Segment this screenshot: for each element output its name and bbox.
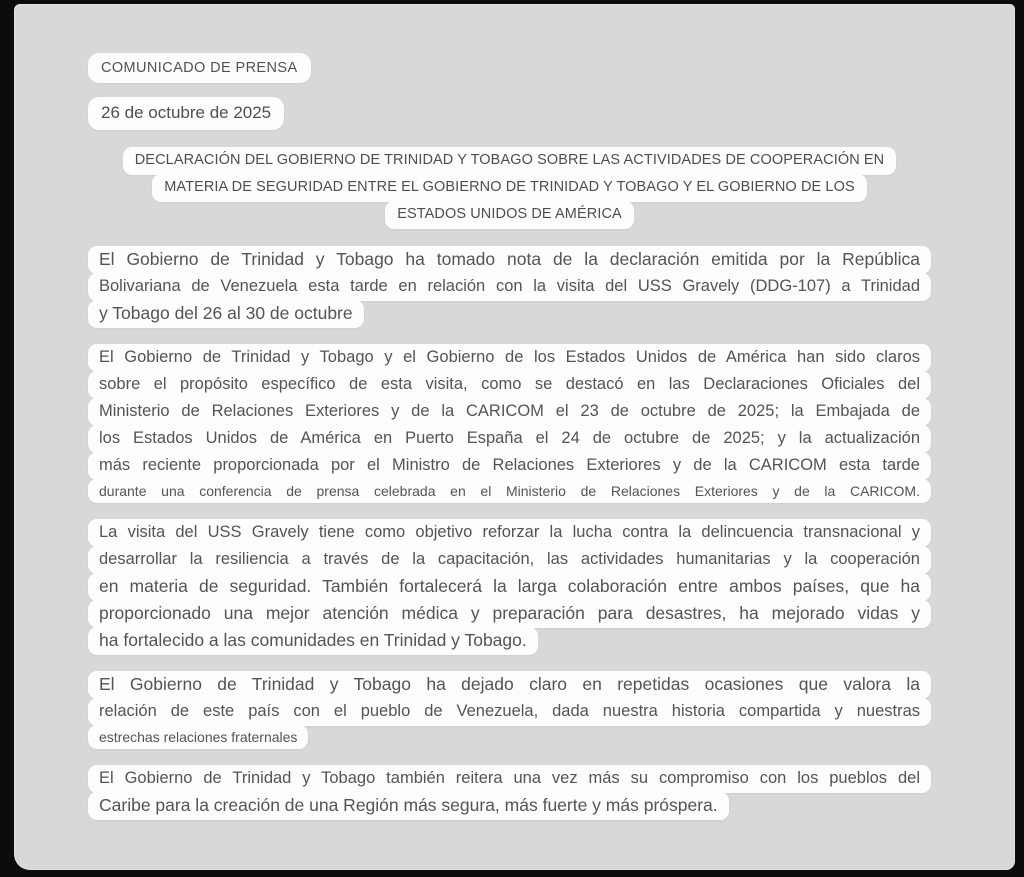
paragraph-line-text: El Gobierno de Trinidad y Tobago y el Gobierno de los Estados Unidos de América han sido claros [88, 344, 931, 372]
paragraph-line-text: en materia de seguridad. También fortalecerá la larga colaboración entre ambos países, que ha [88, 573, 931, 601]
paragraph-line [88, 371, 931, 399]
paragraph-line-text: El Gobierno de Trinidad y Tobago también reitera una vez más su compromiso con los pueblos del [88, 765, 931, 793]
paragraph-line-text: estrechas relaciones fraternales [88, 725, 308, 749]
paragraph-line [88, 765, 931, 793]
paragraph-line-text: los Estados Unidos de América en Puerto España el 24 de octubre de 2025; y la actualización [88, 425, 931, 453]
title-line: ESTADOS UNIDOS DE AMÉRICA [385, 201, 634, 229]
body-paragraphs [88, 246, 931, 820]
paragraph-line-text: Caribe para la creación de una Región más segura, más fuerte y más próspera. [88, 792, 729, 820]
paragraph-line [88, 519, 931, 547]
kicker-row [88, 53, 931, 97]
date-row [88, 97, 931, 147]
paragraph [88, 246, 931, 328]
paragraph-line-text: proporcionado una mejor atención médica y preparación para desastres, ha mejorado vidas y [88, 600, 931, 628]
paragraph-line [88, 398, 931, 426]
paragraph-line [88, 600, 931, 628]
paragraph-line-text: El Gobierno de Trinidad y Tobago ha tomado nota de la declaración emitida por la República [88, 246, 931, 274]
paragraph [88, 671, 931, 749]
paragraph-line-text: durante una conferencia de prensa celebrada en el Ministerio de Relaciones Exteriores y de la CARICOM. [88, 479, 931, 503]
paragraph-line [88, 725, 931, 749]
title-line: DECLARACIÓN DEL GOBIERNO DE TRINIDAD Y TOBAGO SOBRE LAS ACTIVIDADES DE COOPERACIÓN EN [123, 147, 897, 175]
paragraph-line-text: más reciente proporcionada por el Ministro de Relaciones Exteriores y de la CARICOM esta tarde [88, 452, 931, 480]
paragraph-line [88, 479, 931, 503]
paragraph-line [88, 246, 931, 274]
paragraph-line [88, 546, 931, 574]
paragraph-line-text: sobre el propósito específico de esta visita, como se destacó en las Declaraciones Oficiales del [88, 371, 931, 399]
paragraph [88, 344, 931, 503]
paragraph [88, 765, 931, 820]
paragraph-line-text: desarrollar la resiliencia a través de la capacitación, las actividades humanitarias y la cooperación [88, 546, 931, 574]
press-release-label: COMUNICADO DE PRENSA [88, 53, 311, 83]
paragraph-line-text: El Gobierno de Trinidad y Tobago ha dejado claro en repetidas ocasiones que valora la [88, 671, 931, 699]
paragraph-line-text: y Tobago del 26 al 30 de octubre [88, 300, 364, 328]
paragraph-line [88, 344, 931, 372]
paragraph-line [88, 698, 931, 726]
paragraph-line [88, 792, 931, 820]
paragraph-line-text: Ministerio de Relaciones Exteriores y de la CARICOM el 23 de octubre de 2025; la Embajada de [88, 398, 931, 426]
paragraph-line [88, 671, 931, 699]
paragraph-line-text: Bolivariana de Venezuela esta tarde en relación con la visita del USS Gravely (DDG-107) a Trinidad [88, 273, 931, 301]
paragraph-line-text: La visita del USS Gravely tiene como objetivo reforzar la lucha contra la delincuencia transnacional y [88, 519, 931, 547]
paragraph-line [88, 452, 931, 480]
paragraph-line-text: relación de este país con el pueblo de Venezuela, dada nuestra historia compartida y nuestras [88, 698, 931, 726]
document-title [120, 147, 900, 228]
paragraph-line-text: ha fortalecido a las comunidades en Trinidad y Tobago. [88, 627, 538, 655]
paragraph-line [88, 627, 931, 655]
paragraph [88, 519, 931, 655]
paragraph-line [88, 573, 931, 601]
paragraph-line [88, 425, 931, 453]
paragraph-line [88, 273, 931, 301]
paragraph-line [88, 300, 931, 328]
document-page [14, 4, 1015, 870]
title-line: MATERIA DE SEGURIDAD ENTRE EL GOBIERNO DE TRINIDAD Y TOBAGO Y EL GOBIERNO DE LOS [152, 174, 866, 202]
date-label: 26 de octubre de 2025 [88, 97, 284, 130]
